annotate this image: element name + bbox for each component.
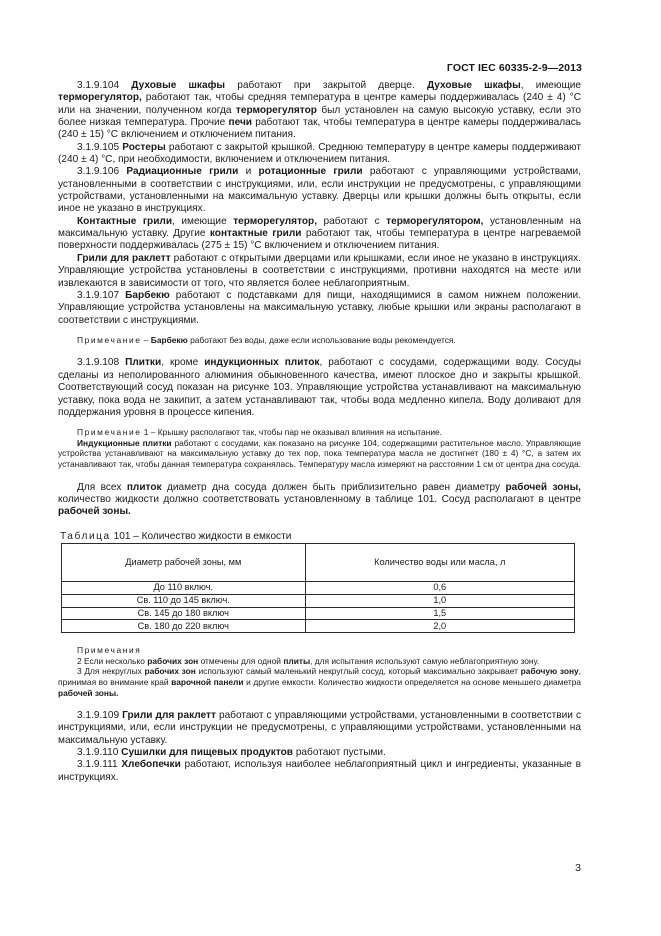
term-bold: плиты [283,655,311,666]
term-bold: Индукционные плитки [77,437,172,448]
text-run: Примечание [77,334,142,345]
note-lid [58,427,581,438]
text-run: и [238,166,259,178]
notes-heading [58,645,581,656]
text-run: , для испытания используют самую неблагоприятную зону. [310,655,540,666]
text-run: 3.1.9.107 [77,289,126,301]
term-bold: Хлебопечки [121,759,181,771]
text-run: используют самый маленький некруглый сосуд, который максимально закрывает [195,666,521,677]
note-several-zones [58,656,581,667]
term-bold: варочной панели [171,676,244,687]
table-cell-diameter: Св. 110 до 145 включ. [62,594,306,607]
paragraph-roasters [58,142,581,167]
text-run: был установлен на самую высокую уставку, если это более низкая температура. Прочие [58,104,581,129]
table-cell-diameter: Св. 145 до 180 включ [62,607,306,620]
table-cell-quantity: 2,0 [305,620,574,633]
table-header-diameter: Диаметр рабочей зоны, мм [62,543,306,581]
note-induction [58,438,581,470]
table-row [62,620,575,633]
text-run: и другие емкости. Количество жидкости определяется на основе меньшего диаметра [243,676,582,687]
term-bold: Грили для раклетт [122,710,216,722]
text-run: работают так, чтобы средняя температура в центре камеры поддерживалась (240 ± 4) °С или на значении, полученном когда [58,92,581,116]
note-noncircular-zones [58,666,581,698]
text-run: работают пустыми. [293,747,386,759]
text-run: Для всех [77,481,127,493]
term-bold: контактные грили [209,228,302,240]
term-bold: Контактные грили [77,215,173,227]
text-run: работают с [317,215,387,227]
text-run: 3 Для некруглых [77,666,145,677]
table-header-row [62,543,575,581]
text-run: 3.1.9.106 [77,166,127,178]
text-run: , работают с сосудами, содержащими воду. Сосуды сделаны из неполированного алюминия обыкновенного качества, имеют плоское дно и закрыты крышкой. Соответствующий сосуд показан на рисунке 103. Управляющие устройства устанавливают на максимальную уставку, пока вода не закипит, а затем устанавливают так, чтобы вода медленно кипела. Воду доливают для поддержания уровня в процессе кипения. [58,357,581,418]
text-run: работают при закрытой дверце. [225,80,427,91]
text-run: , имеющие [172,215,234,227]
text-run: работают с закрытой крышкой. Среднюю температуру в центре камеры поддерживают (240 ± 4) °С, при необходимости, включением и отключением питания. [58,141,581,166]
term-bold: Духовые шкафы [426,80,521,91]
text-run: работают с сосудами, как показано на рисунке 104, содержащими растительное масло. Управляющие устройства устанавливают на максимальную уставку до тех пор, пока температура масла не достигнет (180 ± 4) °С, а затем их устанавливают так, чтобы данная температура сохранялась. Температуру масла измеряют на расстоянии 1 см от центра дна сосуда. [58,437,581,469]
paragraph-breadmakers [58,759,581,784]
term-bold: рабочую зону [520,666,579,677]
table-row [62,594,575,607]
document-body [58,80,581,784]
text-run: отмечены для одной [198,655,284,666]
page-number: 3 [575,862,581,874]
term-bold: ротационные грили [258,166,363,178]
document-header: ГОСТ IEC 60335-2-9—2013 [446,62,582,74]
table-cell-quantity: 1,0 [305,594,574,607]
text-run: Примечание [77,427,142,438]
text-run: 3.1.9.109 [77,710,123,722]
term-bold: рабочей зоны. [58,687,119,698]
text-run: работают с управляющими устройствами, установленными в соответствии с инструкциями, или, если инструкции не предусмотрены, с управляющими устройствами, установленными на максимальную уставку. [58,710,581,746]
table-cell-quantity: 1,5 [305,607,574,620]
term-bold: печи [228,117,253,129]
text-run: 3.1.9.108 [77,357,126,369]
table-header-quantity: Количество воды или масла, л [305,543,574,581]
text-run: 3.1.9.110 [77,747,122,759]
term-bold: Плитки [125,357,162,369]
text-run: 3.1.9.105 [77,141,123,153]
paragraph-vessel-diameter [58,482,581,519]
term-bold: рабочей зоны, [505,481,581,493]
text-run: установленным на максимальную уставку. Другие [58,215,581,240]
term-bold: терморегулятор, [233,215,318,227]
term-bold: рабочей зоны. [58,506,131,518]
text-run: работают, используя наиболее неблагоприятный цикл и ингредиенты, указанные в инструкциях. [58,759,581,783]
term-bold: Ростеры [122,141,166,153]
text-run: 1 – Крышку располагают так, чтобы пар не оказывал влияния на испытание. [141,427,442,438]
paragraph-raclette-grills [58,253,581,290]
table-cell-diameter: До 110 включ. [62,581,306,594]
term-bold: Барбекю [125,289,170,301]
term-bold: Сушилки для пищевых продуктов [121,747,294,759]
paragraph-radiant-grills [58,166,581,215]
term-bold: индукционных плиток [204,357,320,369]
text-run: – [141,334,151,345]
paragraph-contact-grills [58,216,581,253]
text-run: , принимая во внимание край [58,666,581,687]
table-row [62,607,575,620]
text-run: 2 Если несколько [77,655,148,666]
term-bold: Духовые шкафы [131,80,226,91]
text-run: количество жидкости должно соответствовать установленному в таблице 101. Сосуд располагают в центре [58,493,581,505]
paragraph-food-dryers [58,747,581,759]
text-run: диаметр дна сосуда должен быть приблизительно равен диаметру [161,481,506,493]
text-run: работают так, чтобы температура в центре камеры поддерживалась (240 ± 15) °С включением и отключением питания. [58,117,582,141]
paragraph-raclette-control [58,710,581,747]
text-run: работают с управляющими устройствами, установленными в соответствии с инструкциями, или, если инструкции не предусмотрены, с управляющими устройствами, установленными на максимальную уставку. Дверцы или крышки должны быть открыты, если иное не указано в инструкциях. [58,166,582,215]
text-run: , имеющие [520,80,582,91]
term-bold: терморегулятором, [386,215,484,227]
table-row [62,581,575,594]
paragraph-hotplates [58,357,581,419]
term-bold: рабочих зон [147,655,199,666]
term-bold: рабочих зон [144,666,196,677]
text-run: , кроме [161,357,205,369]
text-run: 3.1.9.104 [77,80,132,91]
paragraph-barbecues [58,290,581,327]
text-run: работают без воды, даже если использование воды рекомендуется. [187,334,456,345]
term-bold: Грили для раклетт [77,252,171,264]
text-run: 3.1.9.111 [77,759,122,771]
note-barbecue [58,335,581,346]
table-caption: Таблица 101 – Количество жидкости в емкости [60,530,292,542]
text-run: работают с подставками для пищи, находящимися в самом нижнем положении. Управляющие устройства установлены на максимальную уставку, любые крышки или экраны располагают в соответствии с инструкциями. [58,289,582,326]
liquid-quantity-table [61,543,575,633]
text-run: работают с открытыми дверцами или крышками, если иное не указано в инструкциях. Управляющие устройства установлены в соответствии с инструкциями, противни находятся на месте или извлекаются в зависимости от того, что является более неблагоприятным. [58,252,581,289]
table-cell-quantity: 0,6 [305,581,574,594]
term-bold: терморегулятор [235,104,317,116]
term-bold: терморегулятор, [58,92,142,104]
term-bold: Барбекю [150,334,188,345]
paragraph-ovens [58,80,581,142]
text-run: Примечания [77,645,142,656]
term-bold: плиток [126,481,162,493]
term-bold: Радиационные грили [126,166,239,178]
table-cell-diameter: Св. 180 до 220 включ [62,620,306,633]
text-run: работают так, чтобы температура в центре нагреваемой поверхности поддерживалась (275 ± 15) °С включением и отключением питания. [58,228,582,252]
